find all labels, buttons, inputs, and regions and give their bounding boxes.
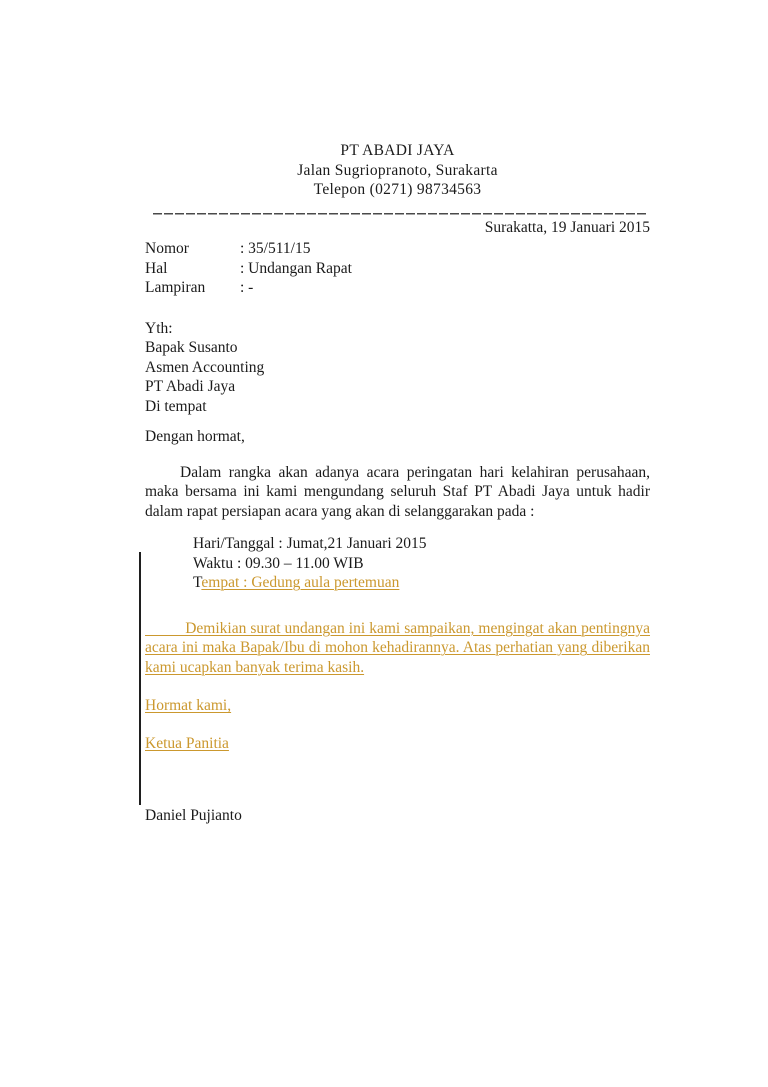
meta-row-lampiran [145,278,650,298]
letterhead [145,141,650,200]
company-name: PT ABADI JAYA [340,142,455,159]
meeting-details [145,534,650,593]
closing-salute: Hormat kami, [145,697,232,714]
recipient-position: Asmen Accounting [145,358,265,376]
recipient-place: Di tempat [145,397,207,415]
closing-paragraph: Demikian surat undangan ini kami sampaikan, mengingat akan pentingnya acara ini maka Bapak/Ibu di mohon kehadirannya. Atas perhatian yang diberikan kami ucapkan banyak terima kasih. [145,619,650,676]
meta-row-hal [145,259,650,279]
recipient-salute: Yth: [145,319,173,337]
meta-label-lampiran: Lampiran [145,279,206,296]
company-address: Jalan Sugriopranoto, Surakarta [297,161,498,179]
closing-role: Ketua Panitia [145,734,229,752]
revision-change-bar [139,552,141,805]
salutation: Dengan hormat, [145,428,245,445]
meta-label-nomor: Nomor [145,240,189,257]
meeting-date-line: Hari/Tanggal : Jumat,21 Januari 2015 [193,535,427,552]
company-phone: Telepon (0271) 98734563 [313,181,482,198]
meta-value-hal: : Undangan Rapat [240,259,352,277]
meta-label-hal: Hal [145,259,168,277]
recipient-company: PT Abadi Jaya [145,378,236,395]
date-line: Surakatta, 19 Januari 2015 [484,218,650,236]
letter-content [145,141,650,826]
letter-meta [145,239,650,298]
meta-row-nomor [145,239,650,259]
recipient-block [145,319,650,417]
body-paragraph: Dalam rangka akan adanya acara peringatan hari kelahiran perusahaan, maka bersama ini kami mengundang seluruh Staf PT Abadi Jaya untuk hadir dalam rapat persiapan acara yang akan di selanggarakan pada : [145,463,650,520]
meeting-place-prefix: T [193,574,202,591]
meta-value-lampiran: : - [240,279,254,296]
meeting-place-line [193,573,650,593]
meta-value-nomor: : 35/511/15 [240,240,311,257]
meeting-time-line: Waktu : 09.30 – 11.00 WIB [193,554,364,572]
letterhead-divider [153,213,647,215]
meeting-place-highlight: empat : Gedung aula pertemuan [201,574,400,591]
signature-name: Daniel Pujianto [145,807,242,824]
recipient-name: Bapak Susanto [145,339,238,356]
